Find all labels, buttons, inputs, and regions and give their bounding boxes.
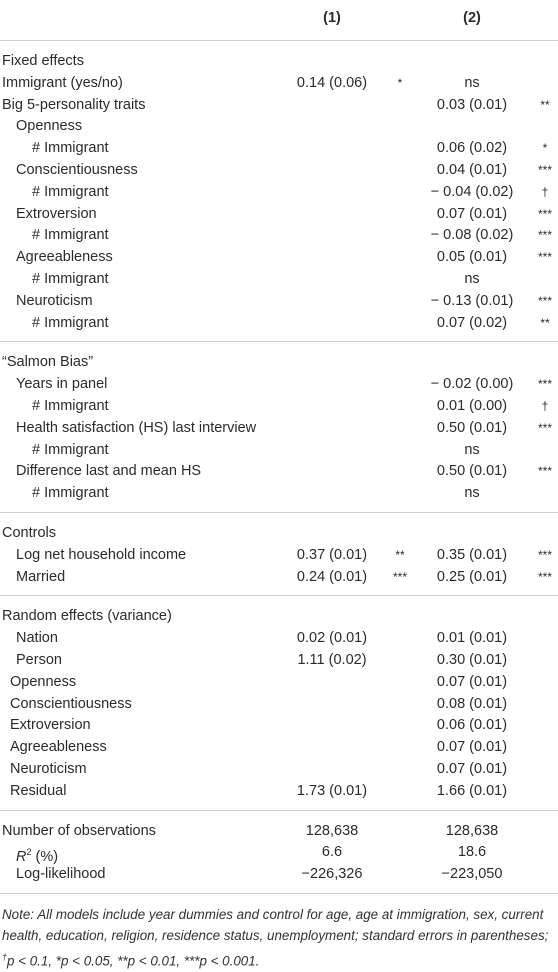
- table-section: [0, 342, 558, 513]
- col2-value: 128,638: [445, 822, 499, 839]
- col2-value: 18.6: [457, 844, 487, 861]
- table-row: [0, 95, 558, 117]
- col2-significance: ***: [537, 293, 552, 308]
- table-body: [0, 41, 558, 894]
- row-label: $R^2$ (%): [16, 847, 59, 866]
- table-header: [0, 0, 558, 41]
- row-label: # Immigrant: [32, 397, 109, 414]
- table-row: [0, 781, 558, 803]
- row-label: Residual: [10, 782, 67, 799]
- col2-value: 0.07 (0.01): [436, 673, 508, 690]
- col1-value: 0.02 (0.01): [296, 630, 368, 647]
- row-label: Years in panel: [16, 376, 108, 393]
- section-title: [0, 352, 558, 374]
- col2-significance: ***: [537, 228, 552, 243]
- section-title-label: “Salmon Bias”: [2, 354, 94, 371]
- col2-significance: ***: [537, 377, 552, 392]
- col2-value: ns: [464, 485, 480, 502]
- table-row: [0, 225, 558, 247]
- section-title-label: Random effects (variance): [2, 608, 172, 625]
- col2-value: 0.25 (0.01): [436, 568, 508, 585]
- row-label: Married: [16, 568, 66, 585]
- col2-value: − 0.13 (0.01): [430, 292, 514, 309]
- table-row: [0, 672, 558, 694]
- table-row: [0, 313, 558, 335]
- col2-significance: ***: [537, 464, 552, 479]
- col2-significance: †: [541, 398, 549, 413]
- col2-significance: ***: [537, 162, 552, 177]
- row-label: Agreeableness: [10, 739, 107, 756]
- table-section: [0, 513, 558, 596]
- row-label: # Immigrant: [32, 227, 109, 244]
- table-section: [0, 596, 558, 810]
- col1-significance: ***: [392, 569, 407, 584]
- row-label: # Immigrant: [32, 485, 109, 502]
- table-row: [0, 715, 558, 737]
- col2-significance: ***: [537, 547, 552, 562]
- col2-value: 0.07 (0.01): [436, 205, 508, 222]
- table-row: [0, 628, 558, 650]
- col1-value: 0.24 (0.01): [296, 568, 368, 585]
- col2-value: − 0.04 (0.02): [430, 183, 514, 200]
- table-row: [0, 483, 558, 505]
- section-title: [0, 523, 558, 545]
- row-label: Extroversion: [16, 205, 97, 222]
- column-header-1: (1): [323, 10, 341, 26]
- col2-value: 0.07 (0.01): [436, 739, 508, 756]
- col2-value: −223,050: [441, 866, 503, 883]
- row-label: Conscientiousness: [10, 695, 132, 712]
- col2-value: 0.35 (0.01): [436, 546, 508, 563]
- row-label: # Immigrant: [32, 270, 109, 287]
- table-row: [0, 650, 558, 672]
- col1-value: −226,326: [301, 866, 363, 883]
- table-row: [0, 247, 558, 269]
- table-row: [0, 440, 558, 462]
- row-label: # Immigrant: [32, 441, 109, 458]
- row-label: Big 5-personality traits: [2, 96, 146, 113]
- table-row: [0, 737, 558, 759]
- row-label: Agreeableness: [16, 249, 113, 266]
- table-row: [0, 545, 558, 567]
- column-header-2: (2): [463, 10, 481, 26]
- table-row: [0, 374, 558, 396]
- col1-significance: **: [395, 547, 405, 562]
- row-label: Difference last and mean HS: [16, 463, 202, 480]
- col1-value: 6.6: [321, 844, 343, 861]
- col2-value: 0.04 (0.01): [436, 161, 508, 178]
- col2-value: 0.03 (0.01): [436, 96, 508, 113]
- col2-value: − 0.02 (0.00): [430, 376, 514, 393]
- table-row: [0, 821, 558, 843]
- section-title-label: Fixed effects: [2, 53, 84, 69]
- table-row: [0, 291, 558, 313]
- table-note: Note: All models include year dummies and control for age, age at immigration, sex, current health, education, religion, residence status, unemployment; standard errors in parentheses; †p < 0.1, *p < 0.05, **p < 0.01, ***p < 0.001.: [2, 906, 549, 969]
- col2-value: ns: [464, 441, 480, 458]
- table-row: [0, 73, 558, 95]
- col1-value: 1.11 (0.02): [297, 651, 367, 668]
- col2-value: 0.07 (0.01): [436, 760, 508, 777]
- row-label: # Immigrant: [32, 140, 109, 157]
- col1-value: 1.73 (0.01): [296, 782, 368, 799]
- row-label: Log net household income: [16, 546, 187, 563]
- col2-value: 1.66 (0.01): [436, 782, 508, 799]
- col1-value: 0.14 (0.06): [296, 74, 368, 91]
- table-section: [0, 41, 558, 342]
- col2-significance: ***: [537, 569, 552, 584]
- section-title: [0, 606, 558, 628]
- col2-significance: ***: [537, 206, 552, 221]
- col1-significance: *: [397, 75, 403, 90]
- row-label: Nation: [16, 630, 58, 647]
- col2-value: 0.06 (0.01): [436, 717, 508, 734]
- row-label: Health satisfaction (HS) last interview: [16, 419, 257, 436]
- table-row: [0, 864, 558, 886]
- row-label: Openness: [10, 673, 77, 690]
- table-row: [0, 116, 558, 138]
- col2-value: ns: [464, 74, 480, 91]
- table-section: [0, 811, 558, 894]
- col2-significance: *: [542, 141, 548, 156]
- row-label: Extroversion: [10, 717, 91, 734]
- section-title: [0, 51, 558, 73]
- section-title-label: Controls: [2, 524, 56, 541]
- table-row: [0, 138, 558, 160]
- table-row: [0, 269, 558, 291]
- row-label: Neuroticism: [16, 292, 93, 309]
- table-row: [0, 694, 558, 716]
- col2-value: 0.05 (0.01): [436, 249, 508, 266]
- row-label: Log-likelihood: [16, 866, 106, 883]
- col2-significance: **: [540, 97, 550, 112]
- table-row: [0, 759, 558, 781]
- row-label: # Immigrant: [32, 183, 109, 200]
- row-label: Number of observations: [2, 822, 156, 839]
- col2-significance: ***: [537, 250, 552, 265]
- col2-value: 0.01 (0.01): [436, 630, 508, 647]
- col2-value: 0.30 (0.01): [436, 651, 508, 668]
- col1-value: 128,638: [305, 822, 359, 839]
- col2-value: 0.06 (0.02): [436, 140, 508, 157]
- col1-value: 0.37 (0.01): [296, 546, 368, 563]
- table-row: [0, 567, 558, 589]
- table-row: [0, 182, 558, 204]
- col2-significance: †: [541, 184, 549, 199]
- col2-significance: **: [540, 315, 550, 330]
- row-label: Openness: [16, 118, 83, 135]
- col2-value: − 0.08 (0.02): [430, 227, 514, 244]
- row-label: Immigrant (yes/no): [2, 74, 123, 91]
- col2-value: 0.07 (0.02): [436, 314, 508, 331]
- col2-value: 0.50 (0.01): [436, 463, 508, 480]
- table-row: [0, 160, 558, 182]
- row-label: Conscientiousness: [16, 161, 138, 178]
- row-label: # Immigrant: [32, 314, 109, 331]
- table-row: [0, 842, 558, 864]
- col2-value: 0.01 (0.00): [436, 397, 508, 414]
- table-row: [0, 204, 558, 226]
- col2-significance: ***: [537, 420, 552, 435]
- col2-value: ns: [464, 270, 480, 287]
- table-row: [0, 418, 558, 440]
- row-label: Person: [16, 651, 62, 668]
- col2-value: 0.50 (0.01): [436, 419, 508, 436]
- table-row: [0, 461, 558, 483]
- col2-value: 0.08 (0.01): [436, 695, 508, 712]
- table-row: [0, 396, 558, 418]
- row-label: Neuroticism: [10, 760, 87, 777]
